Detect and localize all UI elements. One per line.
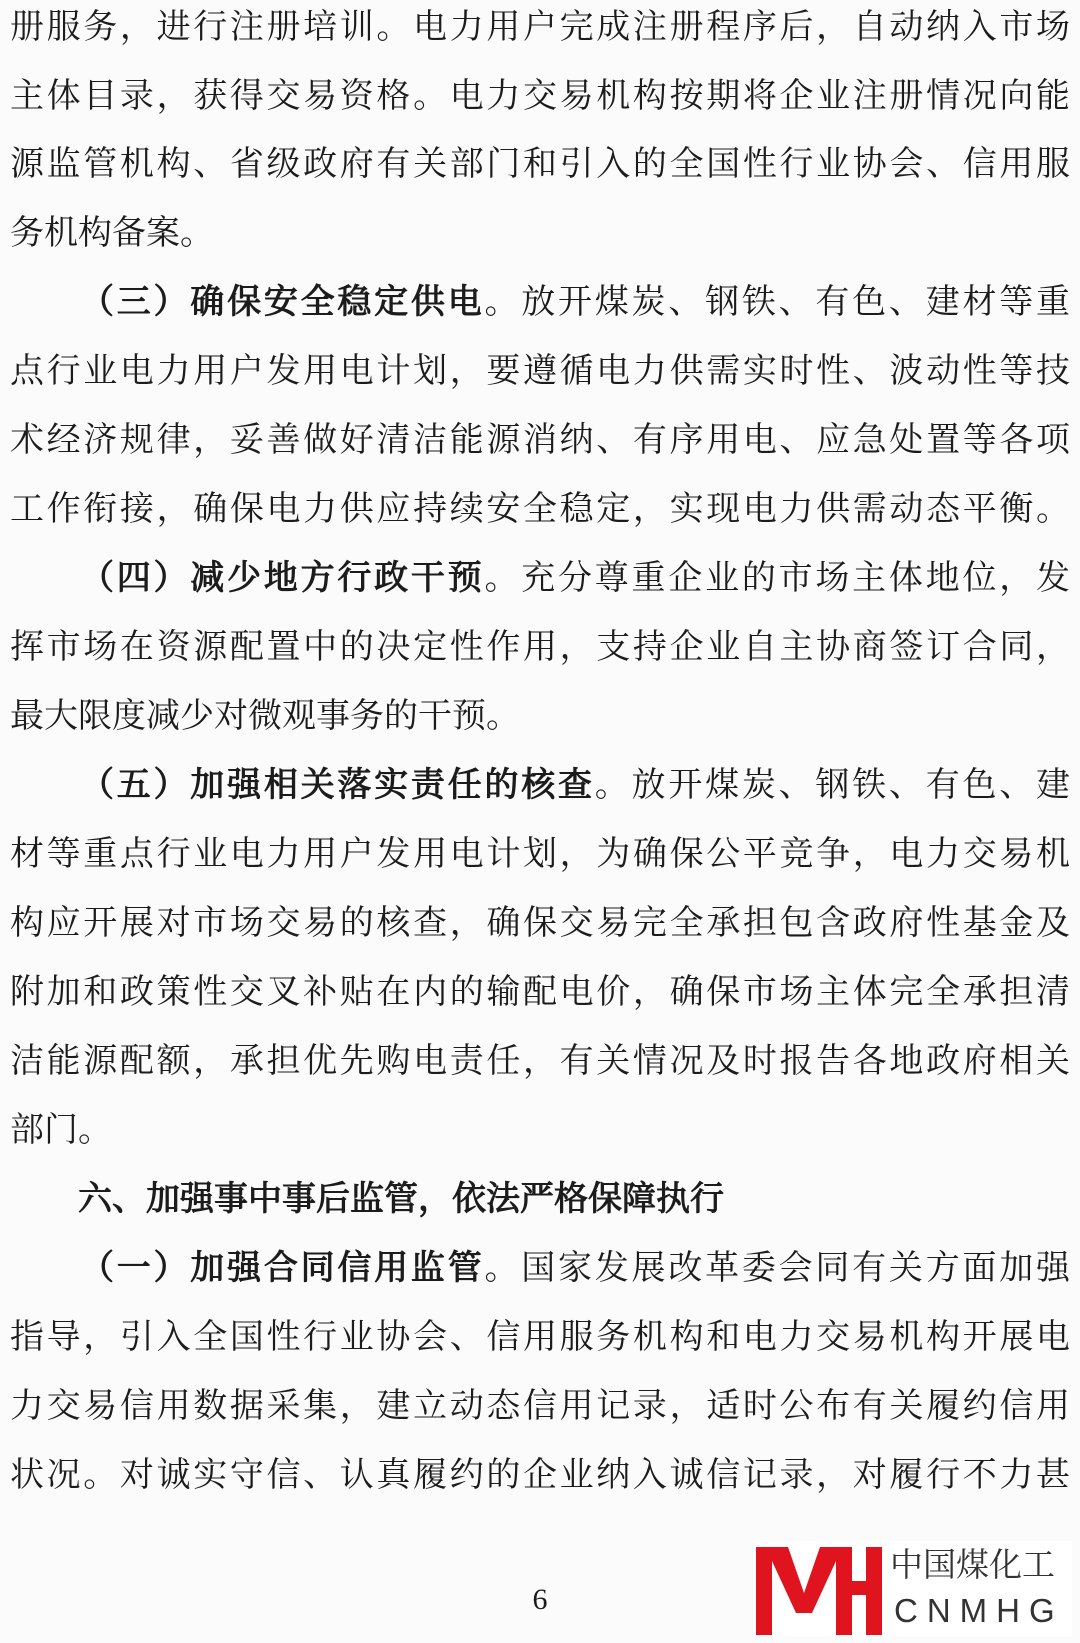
section-6-heading: 六、加强事中事后监管，依法严格保障执行 (78, 1179, 724, 1219)
text-line-1: 册服务，进行注册培训。电力用户完成注册程序后，自动纳入市场 (10, 7, 1070, 47)
section-6-1-title: （一）加强合同信用监管 (80, 1248, 485, 1288)
text-line-6: 点行业电力用户发用电计划，要遵循电力供需实时性、波动性等技 (10, 351, 1070, 391)
text-line-15: 附加和政策性交叉补贴在内的输配电价，确保市场主体完全承担清 (10, 972, 1070, 1012)
page-number: 6 (532, 1583, 548, 1616)
text-line-16: 洁能源配额，承担优先购电责任，有关情况及时报告各地政府相关 (10, 1041, 1070, 1081)
cnmhg-watermark (754, 1541, 1072, 1637)
section-5-lead: （五）加强相关落实责任的核查。放开煤炭、钢铁、有色、建 (80, 765, 1071, 805)
section-5-title: （五）加强相关落实责任的核查 (80, 765, 595, 805)
text-line-10: 挥市场在资源配置中的决定性作用，支持企业自主协商签订合同， (10, 627, 1070, 667)
section-4-lead: （四）减少地方行政干预。充分尊重企业的市场主体地位，发 (80, 558, 1071, 598)
text-line-20: 指导，引入全国性行业协会、信用服务机构和电力交易机构开展电 (10, 1317, 1070, 1357)
text-line-2: 主体目录，获得交易资格。电力交易机构按期将企业注册情况向能 (10, 76, 1070, 116)
text-line-11: 最大限度减少对微观事务的干预。 (10, 696, 520, 736)
text-line-7: 术经济规律，妥善做好清洁能源消纳、有序用电、应急处置等各项 (10, 420, 1070, 460)
text-line-3: 源监管机构、省级政府有关部门和引入的全国性行业协会、信用服 (10, 144, 1070, 184)
section-6-1-lead: （一）加强合同信用监管。国家发展改革委会同有关方面加强 (80, 1248, 1071, 1288)
section-3-lead: （三）确保安全稳定供电。放开煤炭、钢铁、有色、建材等重 (80, 282, 1071, 322)
watermark-name-en: CNMHG (894, 1592, 1064, 1629)
text-line-17: 部门。 (10, 1110, 112, 1150)
text-line-13: 材等重点行业电力用户发用电计划，为确保公平竞争，电力交易机 (10, 834, 1070, 874)
text-line-4: 务机构备案。 (10, 213, 214, 253)
text-line-21: 力交易信用数据采集，建立动态信用记录，适时公布有关履约信用 (10, 1386, 1070, 1426)
text-line-8: 工作衔接，确保电力供应持续安全稳定，实现电力供需动态平衡。 (10, 489, 1070, 529)
text-line-22: 状况。对诚实守信、认真履约的企业纳入诚信记录，对履行不力甚 (10, 1455, 1070, 1495)
cnmhg-logo-icon (754, 1541, 884, 1637)
section-3-title: （三）确保安全稳定供电 (80, 282, 485, 322)
text-line-14: 构应开展对市场交易的核查，确保交易完全承担包含政府性基金及 (10, 903, 1070, 943)
watermark-name-cn: 中国煤化工 (890, 1545, 1055, 1584)
section-4-title: （四）减少地方行政干预 (80, 558, 485, 598)
